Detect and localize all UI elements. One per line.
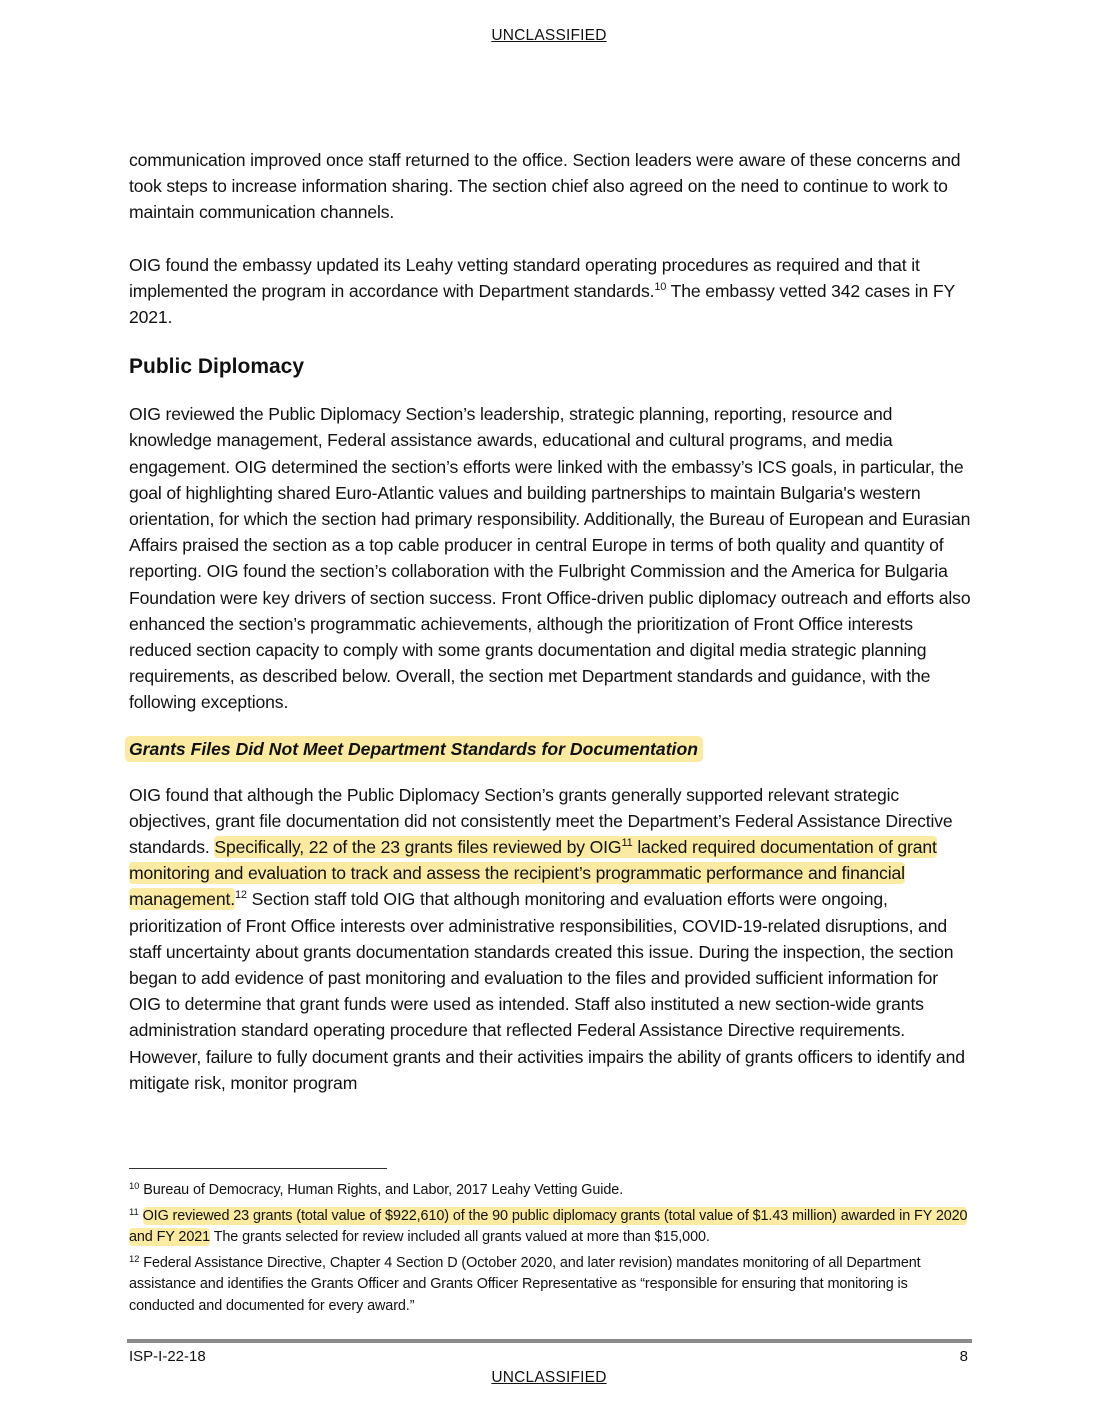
footnote-10 <box>129 1180 974 1202</box>
footnote-number: 10 <box>129 1181 140 1192</box>
highlighted-text-a: Specifically, 22 of the 23 grants files reviewed by OIG <box>214 837 622 858</box>
footnote-ref-10[interactable]: 10 <box>654 280 667 293</box>
finding-heading-grants-files: Grants Files Did Not Meet Department Standards for Documentation <box>125 736 703 762</box>
report-id: ISP-I-22-18 <box>129 1348 206 1365</box>
footnote-separator <box>129 1168 387 1169</box>
footnote-ref-11[interactable]: 11 <box>621 837 633 850</box>
paragraph-communication: communication improved once staff returned to the office. Section leaders were aware of these concerns and took steps to increase information sharing. The section chief also agreed on the need to continue to work to maintain communication channels. <box>129 150 961 223</box>
paragraph-public-diplomacy-overview: OIG reviewed the Public Diplomacy Section’s leadership, strategic planning, reporting, resource and knowledge management, Federal assistance awards, educational and cultural programs, and media engagement. OIG determined the section’s efforts were linked with the embassy’s ICS goals, in particular, the goal of highlighting shared Euro-Atlantic values and building partnerships to maintain Bulgaria's western orientation, for which the section had primary responsibility. Additionally, the Bureau of European and Eurasian Affairs praised the section as a top cable producer in central Europe in terms of both quality and quantity of reporting. OIG found the section’s collaboration with the Fulbright Commission and the America for Bulgaria Foundation were key drivers of section success. Front Office-driven public diplomacy outreach and efforts also enhanced the section’s programmatic achievements, although the prioritization of Front Office interests reduced section capacity to comply with some grants documentation and digital media strategic planning requirements, as described below. Overall, the section met Department standards and guidance, with the following exceptions. <box>129 404 971 713</box>
paragraph-grants-finding <box>129 782 974 1096</box>
paragraph-text: OIG found the embassy updated its Leahy vetting standard operating procedures as required and that it implemented the program in accordance with Department standards. <box>129 254 920 301</box>
finding-heading-wrapper <box>129 736 974 762</box>
paragraph-leahy-vetting <box>129 252 974 331</box>
footnote-text: The grants selected for review included all grants valued at more than $15,000. <box>210 1229 710 1245</box>
footnote-number: 12 <box>129 1253 140 1265</box>
footnote-text: Bureau of Democracy, Human Rights, and Labor, 2017 Leahy Vetting Guide. <box>139 1182 624 1198</box>
section-heading-public-diplomacy: Public Diplomacy <box>129 355 305 379</box>
highlighted-text-b: lacked required documentation of grant monitoring and evaluation to track and assess the recipient’s programmatic performance and financial management. <box>129 837 937 910</box>
classification-header: UNCLASSIFIED <box>491 27 607 44</box>
classification-footer: UNCLASSIFIED <box>491 1369 607 1386</box>
footnote-text: Federal Assistance Directive, Chapter 4 Section D (October 2020, and later revision) mandates monitoring of all Department assistance and identifies the Grants Officer and Grants Officer Representative as “responsible for ensuring that monitoring is conducted and documented for every award.” <box>129 1254 921 1314</box>
footnote-11 <box>129 1206 974 1249</box>
page-body <box>129 147 974 1096</box>
paragraph-text: OIG found that although the Public Diplomacy Section’s grants generally supported relevant strategic objectives, grant file documentation did not consistently meet the Department’s Federal Assistance Directive standards. <box>129 784 953 858</box>
footnote-12 <box>129 1253 974 1318</box>
paragraph-text: The embassy vetted 342 cases in FY 2021. <box>129 280 955 328</box>
footnote-highlighted-text: OIG reviewed 23 grants (total value of $922,610) of the 90 public diplomacy grants (total value of $1.43 million) awarded in FY 2020 and FY 2021 <box>129 1207 968 1245</box>
page-number: 8 <box>959 1348 968 1365</box>
footer-rule <box>127 1339 972 1343</box>
paragraph-text: Section staff told OIG that although monitoring and evaluation efforts were ongoing, prioritization of Front Office interests over administrative responsibilities, COVID-19-related disruptions, and staff uncertainty about grants documentation standards created this issue. During the inspection, the section began to add evidence of past monitoring and evaluation to the files and provided sufficient information for OIG to determine that grant funds were used as intended. Staff also instituted a new section-wide grants administration standard operating procedure that reflected Federal Assistance Directive requirements. However, failure to fully document grants and their activities impairs the ability of grants officers to identify and mitigate risk, monitor program <box>129 889 965 1093</box>
footnote-number: 11 <box>129 1206 139 1218</box>
footnote-ref-12[interactable]: 12 <box>234 889 247 902</box>
footnotes <box>129 1180 974 1317</box>
